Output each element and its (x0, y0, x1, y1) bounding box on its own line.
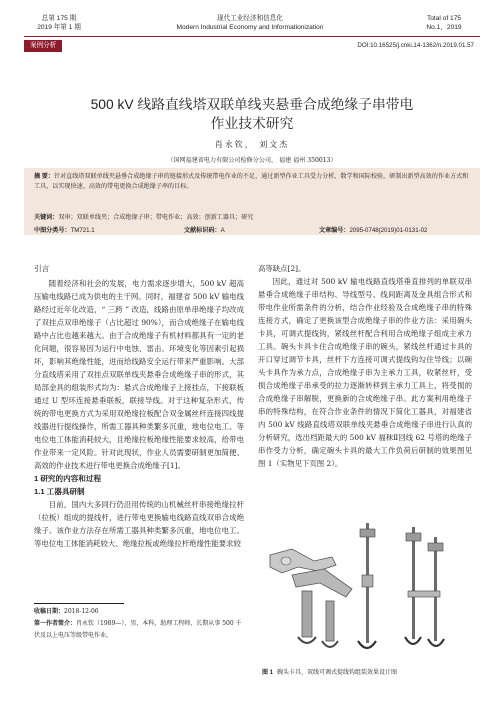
clc (34, 225, 95, 234)
header-divider (24, 36, 480, 37)
article-number (319, 225, 427, 234)
issue-info-en (414, 14, 474, 32)
body-paragraph: 因此，通过对 500 kV 输电线路直线塔垂直排列的单联双串悬垂合成绝缘子串结构、导线型号、线间距离及金具组合形式和带电作业所需条件的分析，结合作业经验及合成绝缘子串的特殊连接方式，确定了更换该型合成绝缘子串的作业方法：采用碗头卡具，可调式提线钩，紧线丝杆配合利用合成绝缘子组成主承力工具。碗头卡具卡住合成绝缘子串的碗头，紧线丝杆通过卡具的开口穿过调节卡具，丝杆下方连接可调式提线钩勾住导线；以碗头卡具作为承力点，合成绝缘子串为主承力工具，收紧丝杆，受损合成绝缘子串承受的拉力逐渐转移到主承力工具上，将受损的合成绝缘子串解脱，更换新的合成绝缘子串。此方案利用绝缘子串的特殊结构，在符合作业条件的情况下简化工器具，对福建省内 500 kV 线路直线塔双联单线夹悬垂合成绝缘子串进行认真的分析研究，选出档距最大的 500 kV 福秣Ⅱ回线 62 号塔的绝缘子串作受力分析，确定碗头卡具的最大工作负荷后研制的效果图见图 1（实物见下页图 2）。 (258, 277, 472, 468)
year-issue: 2019 年第 1 期 (37, 24, 81, 31)
tool-drawing-right (405, 527, 444, 646)
figure-caption-text: 碗头卡具、双线可调式提线钩组装效果设计图 (277, 670, 398, 676)
left-column (34, 262, 244, 550)
right-column (258, 262, 472, 470)
received-date (34, 606, 244, 618)
journal-title (150, 14, 350, 32)
article-number-label: 文章编号： (319, 227, 350, 234)
author-bio-label: 第一作者简介： (34, 621, 77, 627)
clamp-drawing-left (270, 549, 352, 647)
intro-paragraph: 随着经济和社会的发展，电力需求逐步增大，500 kV 超高压输电线路已成为供电的主干网。同时，福建省 500 kV 输电线路经过近年化改造，“ 三跨 ” 改造，线路由原单串绝缘子均改成了双挂点双串绝缘子（占比超过 90%），而合成绝缘子在输电线路中占比也越来越大。由于合成绝缘子有机材料都具有一定的老化问题，很容易因为运行中电蚀、雷击、环境变化等因素引起损坏，影响其绝缘性能，进而给线路安全运行带来严重影响。大部分直线塔采用了双挂点双联单线夹悬垂合成绝缘子串的形式，其局部金具的组装形式均为：悬式合成绝缘子上接挂点，下接联板通过 U 型环连接悬垂联板，联接导线。对于这种复杂形式，传统的带电更换方式为采用双绝缘拉板配合双金属丝杆连接四线提线器进行提线操作，所需工器具种类繁多沉重，地电位电工、等电位电工体能消耗较大，且绝缘拉板绝缘性能要求较高，给带电作业带来一定风险。针对此现状，作业人员需要研制更加简便、高效的作业技术进行带电更换合成绝缘子[1]。 (34, 279, 244, 470)
tool-drawing-middle (358, 523, 376, 648)
issue-number-en: No.1，2019 (426, 24, 462, 31)
doc-code-value: A (220, 227, 225, 234)
abstract (34, 172, 474, 192)
article-number-value: 2095-0748(2019)01-0131-02 (349, 227, 428, 234)
clc-label: 中图分类号： (34, 227, 71, 234)
author-bio-text: 肖永钦（1989—），男，本科，助理工程师，长期从事 500 千伏及以上电压等级带电作业。 (34, 620, 242, 639)
title-line: 作业技术研究 (210, 116, 294, 131)
section-heading: 1 研究的内容和过程 (34, 474, 102, 483)
abstract-label: 摘 要： (34, 173, 54, 180)
keywords-text: 双串；双联单线夹；合成绝缘子串；带电作业；高效；创新工器具；研究 (58, 214, 254, 221)
category-tag: 案例分析 (24, 40, 62, 52)
doi: DOI:10.16525/j.cnki.14-1362/n.2019.01.57 (357, 42, 474, 49)
journal-header (0, 14, 504, 36)
doc-code-label: 文献标识码： (184, 227, 221, 234)
figure-number: 图 1 (262, 670, 274, 676)
title-line: 500 kV 线路直线塔双联单线夹悬垂合成绝缘子串带电 (90, 97, 414, 112)
total-issue-en: Total of 175 (426, 15, 462, 22)
journal-title-cn: 现代工业经济和信息化 (217, 15, 283, 22)
doc-code (184, 225, 225, 234)
article-title (40, 95, 464, 133)
figure-1-illustration (262, 517, 468, 660)
subsection-heading: 1.1 工器具研制 (34, 487, 85, 496)
received-value: 2018-12-06 (64, 608, 99, 615)
body-paragraph: 高等缺点[2]。 (258, 264, 306, 273)
footnote-divider (34, 603, 124, 604)
footnote (34, 606, 244, 641)
intro-heading: 引言 (34, 264, 50, 273)
keywords-label: 关键词： (34, 214, 59, 221)
abstract-text: 针对直线塔双联单线夹悬垂合成绝缘子串的链接形式及传统带电作业的不足，通过新型作业工具受力分析、数学和国际校验，研制出新型高效的作业方式和工具，以实现快速、高效的带电更换合成绝缘子串的目标。 (34, 173, 469, 190)
affiliation: （国网福建省电力有限公司检修分公司， 福建 福州 350013） (167, 157, 337, 164)
figure-caption (262, 667, 472, 676)
received-label: 收稿日期： (34, 609, 65, 615)
journal-title-en: Modern Industrial Economy and Informationization (176, 24, 324, 31)
body-paragraph: 目前，国内大多同行仍沿用传统的山机械丝杆串接绝缘拉杆（拉板）组成的提线杆，进行带电更换输电线路直线双串合成绝缘子。该作业方法存在所需工器具种类繁多沉重，地电位电工、等电位电工体能消耗较大、绝缘拉板或绝缘拉杆绝缘性能要求较 (34, 500, 244, 548)
total-issue: 总第 175 期 (41, 15, 77, 22)
clc-value: TM721.1 (70, 227, 95, 234)
issue-info (28, 14, 90, 32)
author-bio (34, 618, 244, 641)
keywords (34, 212, 253, 221)
authors: 肖永钦， 刘文杰 (214, 140, 290, 149)
